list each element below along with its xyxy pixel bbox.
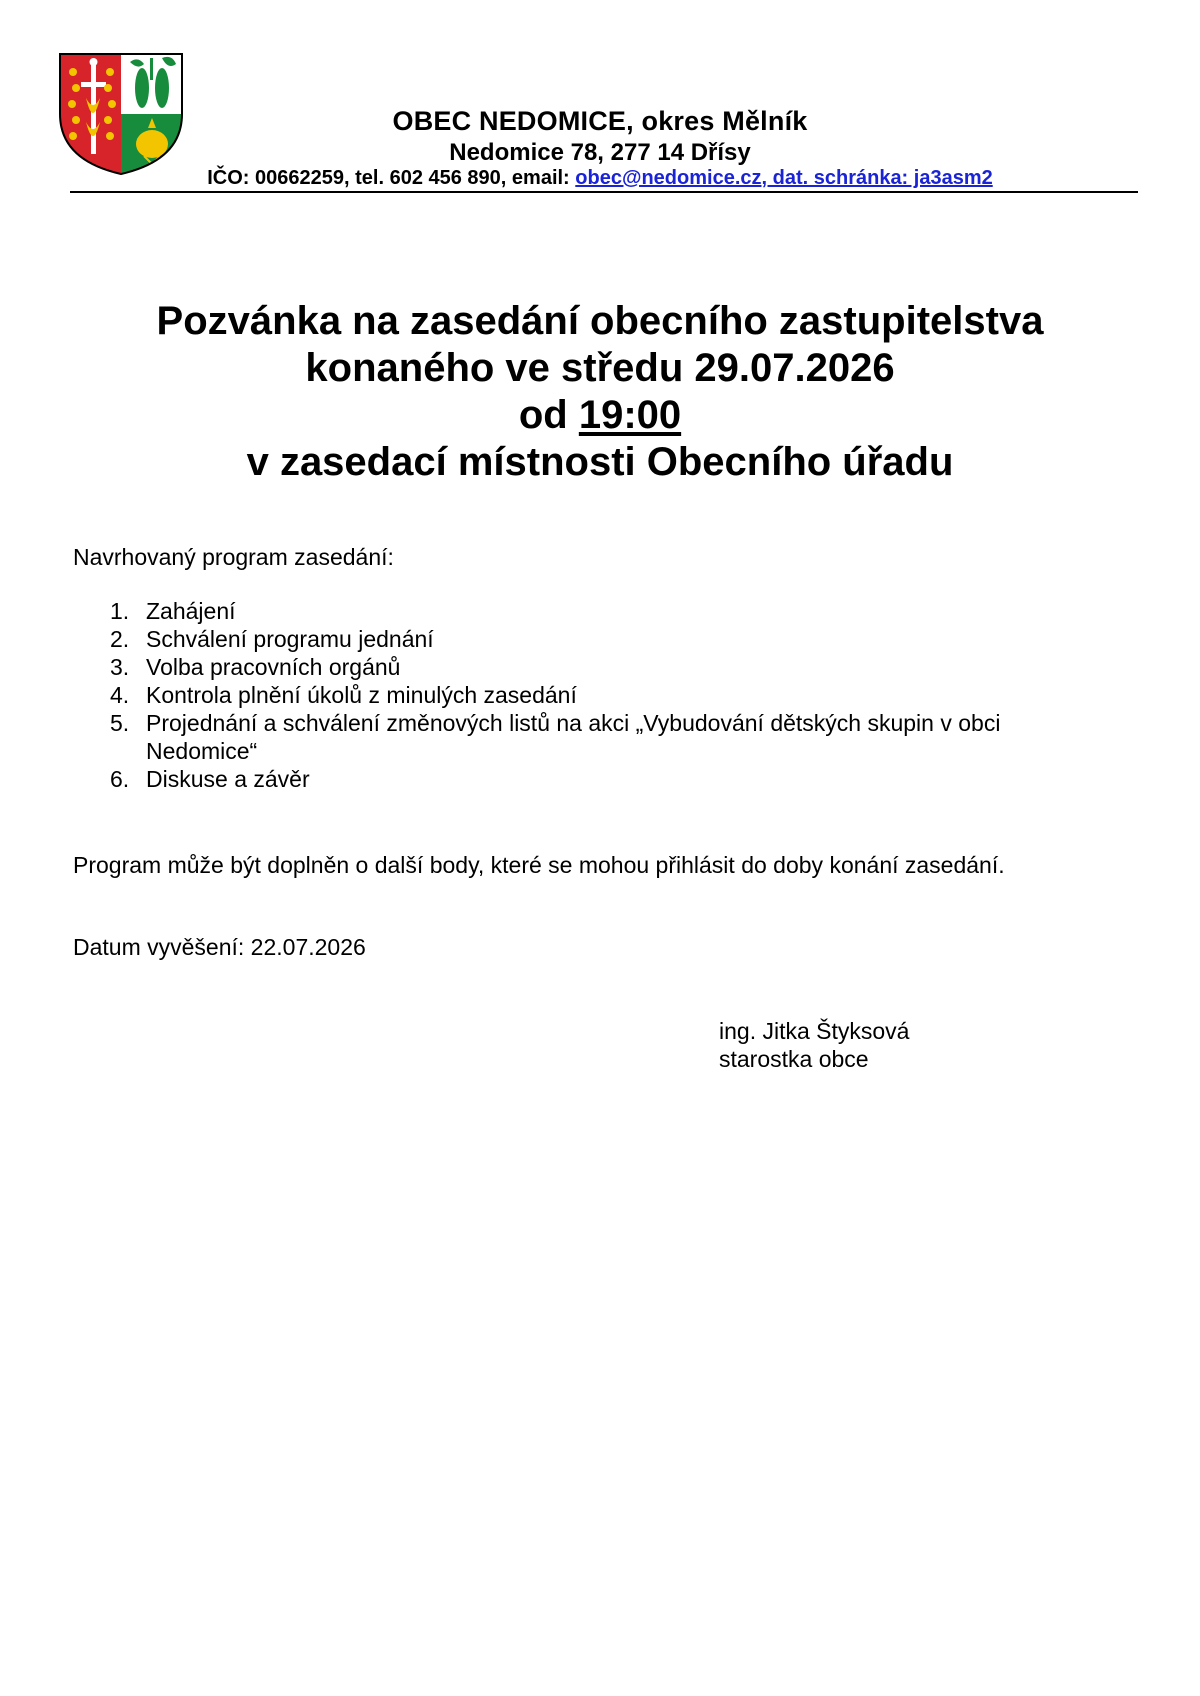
municipality-contact [0, 167, 1200, 190]
municipality-address: Nedomice 78, 277 14 Dřísy [449, 139, 751, 166]
agenda-list [106, 597, 1106, 793]
meeting-time: 19:00 [578, 393, 682, 437]
posting-date: Datum vyvěšení: 22.07.2026 [73, 934, 366, 960]
agenda-item [106, 765, 1106, 793]
agenda-item-number: 3. [110, 654, 130, 680]
agenda-item-text: Schválení programu jednání [146, 626, 434, 652]
program-heading: Navrhovaný program zasedání: [73, 544, 394, 570]
agenda-item-number: 5. [110, 710, 130, 736]
agenda-item-text: Zahájení [146, 598, 236, 624]
agenda-item [106, 681, 1106, 709]
invitation-line-4: v zasedací místnosti Obecního úřadu [246, 440, 954, 484]
signature-block [719, 1017, 909, 1073]
signatory-name: ing. Jitka Štyksová [719, 1018, 910, 1044]
invitation-from: od [518, 393, 579, 437]
invitation-line-2: konaného ve středu 29.07.2026 [305, 346, 895, 390]
program-note: Program může být doplněn o další body, které se mohou přihlásit do doby konání zasedání. [73, 852, 1005, 878]
agenda-item-text: Diskuse a závěr [146, 766, 310, 792]
contact-email-link[interactable]: obec@nedomice.cz, dat. schránka: ja3asm2 [575, 167, 993, 189]
agenda-item-number: 1. [110, 598, 130, 624]
agenda-item [106, 653, 1106, 681]
agenda-item [106, 625, 1106, 653]
agenda-item-number: 6. [110, 766, 130, 792]
agenda-item-number: 4. [110, 682, 130, 708]
signatory-title: starostka obce [719, 1046, 869, 1072]
invitation-line-1: Pozvánka na zasedání obecního zastupitelstva [156, 299, 1044, 343]
municipality-name: OBEC NEDOMICE, okres Mělník [392, 106, 808, 136]
agenda-item-text: Kontrola plnění úkolů z minulých zasedání [146, 682, 577, 708]
agenda-item-text: Projednání a schválení změnových listů na akci „Vybudování dětských skupin v obci Nedomice“ [146, 710, 1001, 764]
invitation-line-3 [0, 392, 1200, 439]
agenda-item-number: 2. [110, 626, 130, 652]
agenda-item-text: Volba pracovních orgánů [146, 654, 401, 680]
letterhead-divider [70, 191, 1138, 193]
invitation-heading [0, 298, 1200, 486]
agenda-item [106, 597, 1106, 625]
agenda-item [106, 709, 1091, 765]
contact-details: IČO: 00662259, tel. 602 456 890, email: [207, 167, 576, 189]
